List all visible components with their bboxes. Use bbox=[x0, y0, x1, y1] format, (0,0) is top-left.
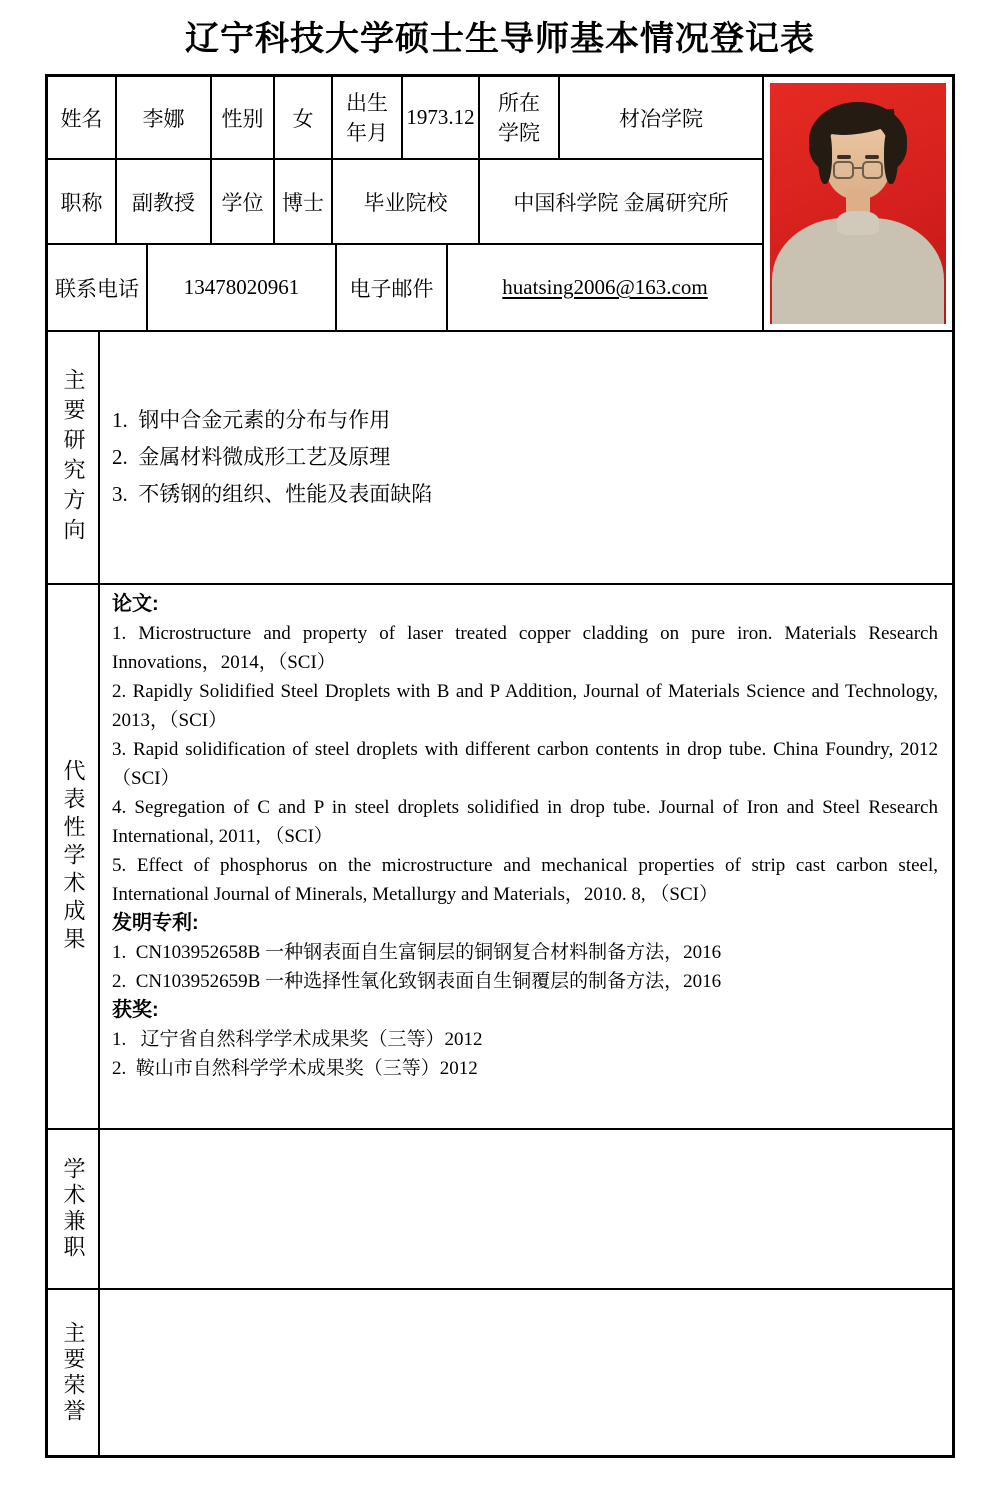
achievements-section bbox=[48, 585, 952, 1130]
research-item: 2. 金属材料微成形工艺及原理 bbox=[112, 445, 391, 469]
birth-label-text: 出生年月 bbox=[346, 90, 388, 145]
positions-label-cell bbox=[48, 1130, 98, 1288]
honors-content bbox=[98, 1290, 952, 1455]
research-item: 3. 不锈钢的组织、性能及表面缺陷 bbox=[112, 482, 433, 506]
photo-brow-left bbox=[837, 155, 851, 159]
page-title: 辽宁科技大学硕士生导师基本情况登记表 bbox=[185, 20, 815, 58]
awards-header: 获奖: bbox=[112, 999, 159, 1021]
positions-section bbox=[48, 1130, 952, 1290]
award-item: 2. 鞍山市自然科学学术成果奖（三等）2012 bbox=[112, 1058, 478, 1079]
patents-header: 发明专利: bbox=[112, 912, 199, 934]
award-item: 1. 辽宁省自然科学学术成果奖（三等）2012 bbox=[112, 1029, 483, 1050]
photo-glasses-right bbox=[862, 161, 883, 179]
paper-item: 3. Rapid solidification of steel droplets with different carbon contents in drop tube. China Foundry, 2012 （SCI） bbox=[112, 739, 938, 789]
email-link[interactable]: huatsing2006@163.com bbox=[502, 275, 708, 299]
prof-title-value: 副教授 bbox=[115, 160, 210, 243]
degree-value: 博士 bbox=[273, 160, 331, 243]
research-section bbox=[48, 332, 952, 585]
research-label-cell bbox=[48, 332, 98, 583]
achievements-content bbox=[98, 585, 952, 1128]
paper-item: 1. Microstructure and property of laser treated copper cladding on pure iron. Materials Research Innovations，2014，（SCI） bbox=[112, 623, 938, 673]
photo-glasses-bridge bbox=[853, 167, 864, 169]
birth-value: 1973.12 bbox=[401, 77, 478, 158]
positions-label: 学术兼职 bbox=[61, 1157, 86, 1261]
patent-item: 2. CN103952659B 一种选择性氧化致钢表面自生铜覆层的制备方法，2016 bbox=[112, 971, 722, 992]
row-title-degree bbox=[48, 160, 762, 245]
prof-title-label: 职称 bbox=[60, 190, 103, 215]
row-basic bbox=[48, 77, 762, 160]
phone-value: 13478020961 bbox=[146, 245, 335, 330]
paper-item: 2. Rapidly Solidified Steel Droplets with B and P Addition, Journal of Materials Science and Technology, 2013，（SCI） bbox=[112, 681, 938, 731]
paper-item: 5. Effect of phosphorus on the microstructure and mechanical properties of strip cast carbon steel, International Journal of Minerals, Metallurgy and Materials，2010. 8, （SCI） bbox=[112, 855, 938, 905]
email-label: 电子邮件 bbox=[335, 245, 446, 330]
positions-content bbox=[98, 1130, 952, 1288]
college-label-text: 所在学院 bbox=[498, 90, 540, 145]
photo-brow-right bbox=[865, 155, 879, 159]
row-contact bbox=[48, 245, 762, 330]
gender-label: 性别 bbox=[210, 77, 273, 158]
id-photo bbox=[770, 83, 946, 324]
achievements-label-cell bbox=[48, 585, 98, 1128]
info-section bbox=[48, 77, 952, 332]
info-rows bbox=[48, 77, 762, 330]
birth-label bbox=[331, 77, 401, 158]
college-value: 材冶学院 bbox=[558, 77, 762, 158]
school-value: 中国科学院 金属研究所 bbox=[478, 160, 762, 243]
patent-item: 1. CN103952658B 一种钢表面自生富铜层的铜钢复合材料制备方法，2016 bbox=[112, 942, 722, 963]
honors-label: 主要荣誉 bbox=[61, 1320, 86, 1425]
honors-label-cell bbox=[48, 1290, 98, 1455]
papers-header: 论文: bbox=[112, 593, 159, 615]
school-label: 毕业院校 bbox=[331, 160, 478, 243]
photo-cell bbox=[762, 77, 952, 330]
degree-label: 学位 bbox=[210, 160, 273, 243]
college-label bbox=[478, 77, 558, 158]
photo-hair-right bbox=[884, 126, 898, 184]
honors-section bbox=[48, 1290, 952, 1455]
name-value: 李娜 bbox=[115, 77, 210, 158]
photo-glasses-left bbox=[833, 161, 854, 179]
email-cell bbox=[446, 245, 762, 330]
research-content bbox=[98, 332, 952, 583]
paper-item: 4. Segregation of C and P in steel droplets solidified in drop tube. Journal of Iron and Steel Research International, 2011, （SCI） bbox=[112, 797, 938, 847]
research-label: 主要研究方向 bbox=[61, 367, 86, 548]
gender-value: 女 bbox=[273, 77, 331, 158]
name-label: 姓名 bbox=[60, 106, 103, 131]
phone-label: 联系电话 bbox=[55, 276, 139, 301]
form-table bbox=[45, 74, 955, 1458]
photo-hair-left bbox=[818, 126, 832, 184]
photo-collar bbox=[837, 211, 879, 235]
research-item: 1. 钢中合金元素的分布与作用 bbox=[112, 408, 391, 432]
achievements-label: 代表性学术成果 bbox=[61, 758, 86, 955]
